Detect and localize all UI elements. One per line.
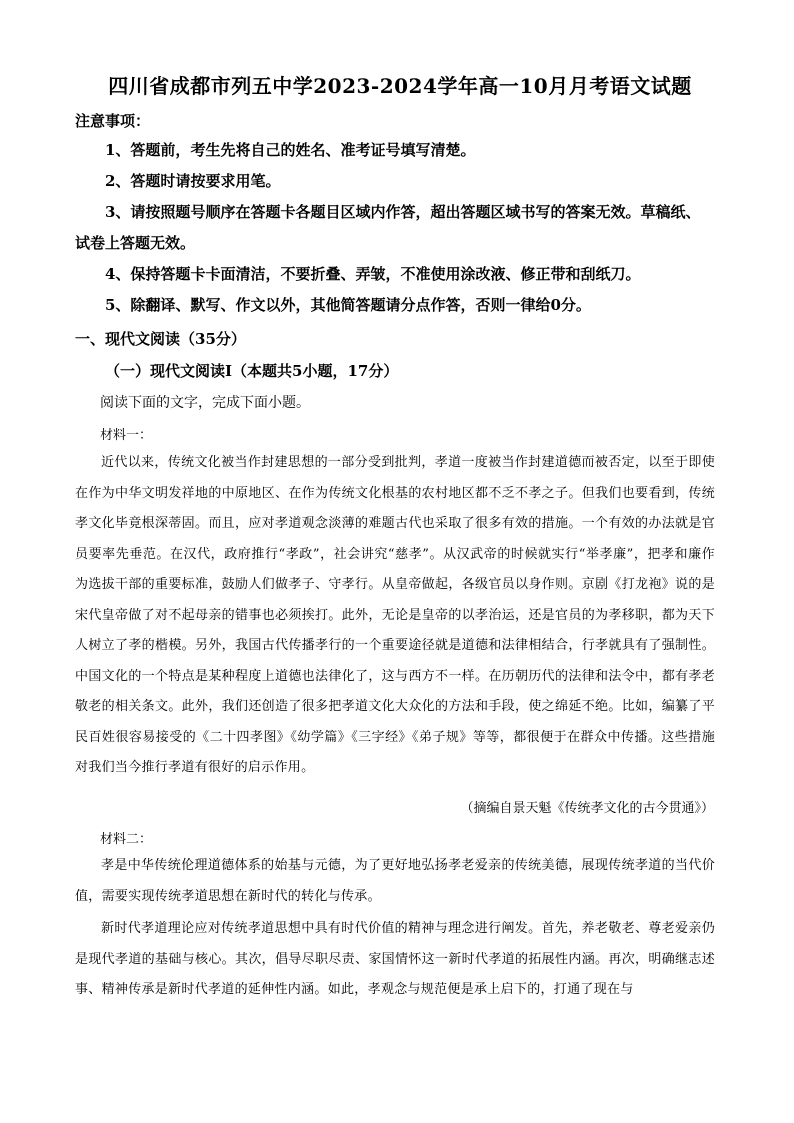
- notice-heading: 注意事项：: [75, 112, 151, 130]
- notice-item-1: 1、答题前，考生先将自己的姓名、准考证号填写清楚。: [105, 141, 476, 159]
- material2-para1: 孝是中华传统伦理道德体系的始基与元德，为了更好地弘扬孝老爱亲的传统美德，展现传统孝道的当代价值，需要实现传统孝道思想在新时代的转化与传承。: [75, 858, 715, 904]
- material1-source: （摘编自景天魁《传统孝文化的古今贯通》）: [460, 801, 714, 816]
- notice-list: [75, 135, 715, 321]
- section-heading: 一、现代文阅读（35分）: [75, 330, 246, 348]
- material2-para2: 新时代孝道理论应对传统孝道思想中具有时代价值的精神与理念进行阐发。首先，养老敬老、尊老爱亲仍是现代孝道的基础与核心。其次，倡导尽职尽责、家国情怀这一新时代孝道的拓展性内涵。再次，明确继志述事、精神传承是新时代孝道的延伸性内涵。如此，孝观念与规范便是承上启下的，打通了现在与: [75, 921, 715, 997]
- instruction-text: 阅读下面的文字，完成下面小题。: [100, 395, 310, 411]
- material1-label: 材料一：: [100, 428, 153, 443]
- notice-item-3: 3、请按照题号顺序在答题卡各题目区域内作答，超出答题区域书写的答案无效。草稿纸、试卷上答题无效。: [75, 203, 701, 252]
- notice-item-4: 4、保持答题卡卡面清洁，不要折叠、弄皱，不准使用涂改液、修正带和刮纸刀。: [105, 265, 641, 283]
- material1-text: 近代以来，传统文化被当作封建思想的一部分受到批判，孝道一度被当作封建道德而被否定，以至于即使在作为中华文明发祥地的中原地区、在作为传统文化根基的农村地区都不乏不孝之子。但我们也要看到，传统孝文化毕竟根深蒂固。而且，应对孝道观念淡薄的难题古代也采取了很多有效的措施。一个有效的办法就是官员要率先垂范。在汉代，政府推行“孝政”，社会讲究“慈孝”。从汉武帝的时候就实行“举孝廉”，把孝和廉作为选拔干部的重要标准，鼓励人们做孝子、守孝行。从皇帝做起，各级官员以身作则。京剧《打龙袍》说的是宋代皇帝做了对不起母亲的错事也必须挨打。此外，无论是皇帝的以孝治运，还是官员的为孝移职，都为天下人树立了孝的楷模。另外，我国古代传播孝行的一个重要途径就是道德和法律相结合，行孝就具有了强制性。中国文化的一个特点是某种程度上道德也法律化了，这与西方不一样。在历朝历代的法律和法令中，都有孝老敬老的相关条文。此外，我们还创造了很多把孝道文化大众化的方法和手段，使之绵延不绝。比如，编纂了平民百姓很容易接受的《二十四孝图》《幼学篇》《三字经》《弟子规》等等，都很便于在群众中传播。这些措施对我们当今推行孝道有很好的启示作用。: [75, 455, 715, 775]
- notice-item-2: 2、答题时请按要求用笔。: [105, 172, 281, 190]
- material2-label: 材料二：: [100, 832, 153, 847]
- notice-item-5: 5、除翻译、默写、作文以外，其他简答题请分点作答，否则一律给0分。: [105, 296, 591, 314]
- page-title: 四川省成都市列五中学2023-2024学年高一10月月考语文试题: [108, 74, 692, 98]
- section-sub-heading: （一）现代文阅读Ⅰ（本题共5小题，17分）: [105, 362, 399, 380]
